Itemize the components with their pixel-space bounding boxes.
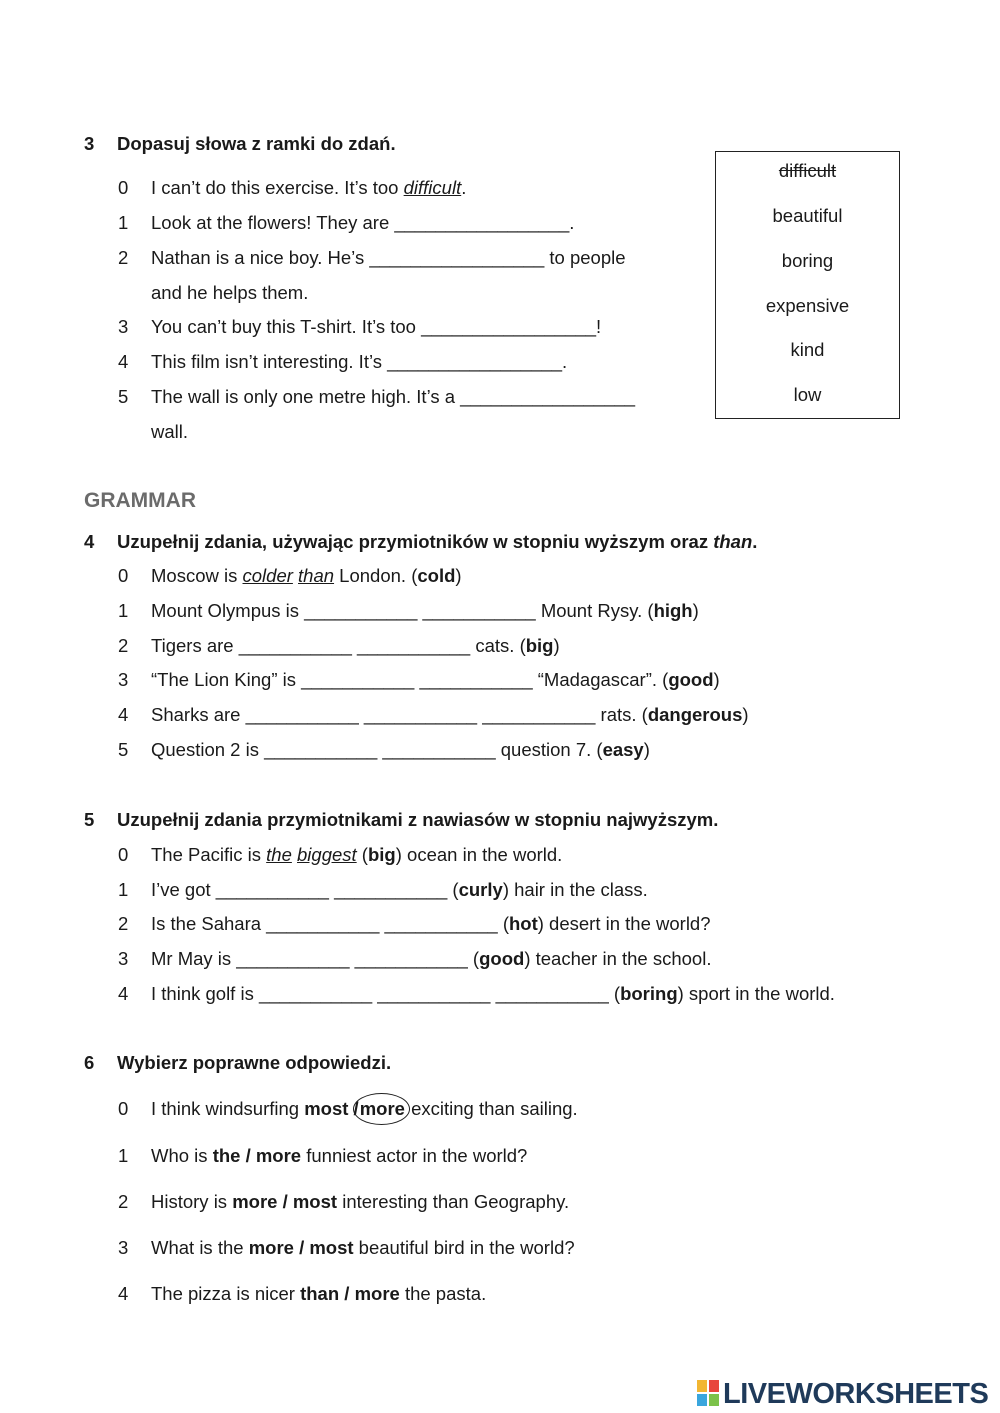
ex6-option-circled: more: [359, 1098, 405, 1119]
ex6-item-3-end: beautiful bird in the world?: [353, 1237, 575, 1258]
ex6-item-number: 2: [118, 1191, 129, 1212]
ex4-item-4-end: ): [742, 704, 749, 725]
ex5-item-0-text: The Pacific is: [151, 844, 267, 865]
exercise-3-title: Dopasuj słowa z ramki do zdań.: [117, 133, 396, 154]
ex3-item-5-continued: wall.: [151, 421, 189, 442]
ex5-item-0-mid: (: [356, 844, 368, 865]
ex3-item-number: 5: [118, 386, 129, 407]
ex3-item-2[interactable]: Nathan is a nice boy. He’s _________________ to people: [151, 247, 626, 268]
ex6-item-3-text: What is the: [151, 1237, 249, 1258]
ex4-title-text: Uzupełnij zdania, używając przymiotników w stopniu wyższym oraz: [117, 531, 714, 552]
ex4-item-number: 3: [118, 669, 129, 690]
ex5-item-number: 4: [118, 983, 129, 1004]
liveworksheets-logo-icon: [697, 1380, 719, 1406]
ex3-item-4[interactable]: This film isn’t interesting. It’s _________________.: [151, 351, 568, 372]
ex4-item-3-end: ): [713, 669, 720, 690]
ex5-item-0-end: ) ocean in the world.: [395, 844, 563, 865]
ex3-item-3[interactable]: You can’t buy this T-shirt. It’s too _________________!: [151, 316, 602, 337]
ex6-item-4-end: the pasta.: [399, 1283, 487, 1304]
ex5-item-2[interactable]: [151, 913, 711, 935]
ex4-item-1-text: Mount Olympus is ___________ ___________ Mount Rysy. (: [151, 600, 654, 621]
word-box-item: kind: [790, 339, 825, 360]
liveworksheets-logo-text: LIVEWORKSHEETS: [723, 1378, 989, 1410]
ex5-example-answer-2: biggest: [297, 844, 357, 865]
ex5-item-1[interactable]: [151, 879, 648, 901]
ex5-hint-word: boring: [620, 983, 678, 1004]
ex4-hint-word: good: [668, 669, 714, 690]
section-heading-grammar: GRAMMAR: [84, 489, 196, 512]
ex6-options[interactable]: than / more: [300, 1283, 400, 1304]
ex4-item-number: 2: [118, 635, 129, 656]
ex4-item-2[interactable]: [151, 635, 560, 657]
ex4-hint-word: easy: [602, 739, 644, 760]
ex6-item-4-text: The pizza is nicer: [151, 1283, 301, 1304]
ex4-item-1-end: ): [692, 600, 699, 621]
ex3-item-number: 3: [118, 316, 129, 337]
ex5-item-3-end: ) teacher in the school.: [524, 948, 712, 969]
ex4-item-number: 5: [118, 739, 129, 760]
ex5-hint-word: hot: [508, 913, 538, 934]
ex5-item-1-text: I’ve got ___________ ___________ (: [151, 879, 459, 900]
ex4-item-4[interactable]: [151, 704, 749, 726]
ex6-item-1: [151, 1145, 527, 1167]
ex6-item-number: 4: [118, 1283, 129, 1304]
ex5-item-number: 2: [118, 913, 129, 934]
ex4-item-0-mid: London. (: [334, 565, 418, 586]
ex4-item-5-end: ): [643, 739, 650, 760]
ex6-options[interactable]: more / most: [232, 1191, 338, 1212]
ex3-item-5[interactable]: The wall is only one metre high. It’s a _________________: [151, 386, 636, 407]
ex6-options[interactable]: the / more: [212, 1145, 302, 1166]
ex4-item-5-text: Question 2 is ___________ ___________ question 7. (: [151, 739, 603, 760]
ex3-item-number: 2: [118, 247, 129, 268]
exercise-4-title: [117, 531, 757, 553]
ex6-item-number: 3: [118, 1237, 129, 1258]
ex3-item-0-end: .: [461, 177, 467, 198]
exercise-5-number: 5: [84, 809, 95, 830]
ex5-item-2-text: Is the Sahara ___________ ___________ (: [151, 913, 509, 934]
ex4-hint-word: cold: [417, 565, 456, 586]
ex5-item-number: 1: [118, 879, 129, 900]
ex6-item-number: 0: [118, 1098, 129, 1119]
ex4-item-5[interactable]: [151, 739, 650, 761]
ex3-item-0-text: I can’t do this exercise. It’s too: [151, 177, 404, 198]
ex6-item-2-text: History is: [151, 1191, 233, 1212]
ex4-item-3-text: “The Lion King” is ___________ ___________ “Madagascar”. (: [151, 669, 669, 690]
ex4-title-end: .: [752, 531, 758, 552]
ex4-title-emphasis: than: [713, 531, 753, 552]
ex4-item-number: 4: [118, 704, 129, 725]
ex4-item-0-end: ): [455, 565, 462, 586]
ex4-example-answer-2: than: [298, 565, 335, 586]
ex4-hint-word: big: [525, 635, 554, 656]
ex6-options[interactable]: more / most: [248, 1237, 354, 1258]
ex6-item-4: [151, 1283, 486, 1305]
ex4-item-3[interactable]: [151, 669, 720, 691]
ex3-item-2-continued: and he helps them.: [151, 282, 309, 303]
ex5-item-1-end: ) hair in the class.: [502, 879, 648, 900]
ex6-item-1-end: funniest actor in the world?: [301, 1145, 528, 1166]
ex5-item-number: 0: [118, 844, 129, 865]
ex4-example-answer-1: colder: [242, 565, 293, 586]
ex6-item-0: [151, 1098, 578, 1120]
ex4-hint-word: high: [653, 600, 693, 621]
word-box: [715, 151, 900, 419]
ex5-item-3[interactable]: [151, 948, 711, 970]
ex3-item-0: [151, 177, 466, 199]
ex6-item-2-end: interesting than Geography.: [337, 1191, 570, 1212]
ex6-item-2: [151, 1191, 569, 1213]
ex4-item-1[interactable]: [151, 600, 699, 622]
ex6-item-number: 1: [118, 1145, 129, 1166]
ex6-item-0-end: exciting than sailing.: [405, 1098, 578, 1119]
ex5-item-2-end: ) desert in the world?: [537, 913, 711, 934]
ex5-hint-word: big: [367, 844, 396, 865]
ex6-item-3: [151, 1237, 575, 1259]
ex3-example-answer: difficult: [403, 177, 462, 198]
ex4-item-number: 1: [118, 600, 129, 621]
ex3-item-number: 1: [118, 212, 129, 233]
ex5-item-number: 3: [118, 948, 129, 969]
ex4-hint-word: dangerous: [647, 704, 743, 725]
ex6-item-1-text: Who is: [151, 1145, 213, 1166]
ex3-item-number: 0: [118, 177, 129, 198]
ex4-item-2-text: Tigers are ___________ ___________ cats. (: [151, 635, 526, 656]
ex5-hint-word: good: [479, 948, 525, 969]
word-box-item: boring: [781, 250, 834, 271]
ex5-item-4-text: I think golf is ___________ ___________ ___________ (: [151, 983, 621, 1004]
word-box-item: beautiful: [772, 205, 843, 226]
word-box-item: low: [793, 384, 822, 405]
ex4-item-2-end: ): [553, 635, 560, 656]
ex5-item-4-end: ) sport in the world.: [677, 983, 835, 1004]
ex6-option-wrong: most /: [304, 1098, 359, 1119]
ex3-item-number: 4: [118, 351, 129, 372]
ex5-example-answer-1: the: [266, 844, 292, 865]
ex5-item-0: [151, 844, 562, 866]
exercise-4-number: 4: [84, 531, 95, 552]
ex5-item-3-text: Mr May is ___________ ___________ (: [151, 948, 480, 969]
word-box-item: expensive: [765, 295, 850, 316]
exercise-6-number: 6: [84, 1052, 95, 1073]
exercise-6-title: Wybierz poprawne odpowiedzi.: [117, 1052, 392, 1073]
ex5-item-4[interactable]: [151, 983, 835, 1005]
ex5-hint-word: curly: [458, 879, 503, 900]
ex6-item-0-text: I think windsurfing: [151, 1098, 305, 1119]
ex4-item-0-text: Moscow is: [151, 565, 243, 586]
ex4-item-number: 0: [118, 565, 129, 586]
ex4-item-4-text: Sharks are ___________ ___________ ___________ rats. (: [151, 704, 648, 725]
ex3-item-1[interactable]: Look at the flowers! They are _________________.: [151, 212, 575, 233]
word-box-item-used: difficult: [778, 160, 837, 181]
exercise-5-title: Uzupełnij zdania przymiotnikami z nawiasów w stopniu najwyższym.: [117, 809, 719, 830]
ex4-item-0: [151, 565, 462, 587]
exercise-3-number: 3: [84, 133, 95, 154]
